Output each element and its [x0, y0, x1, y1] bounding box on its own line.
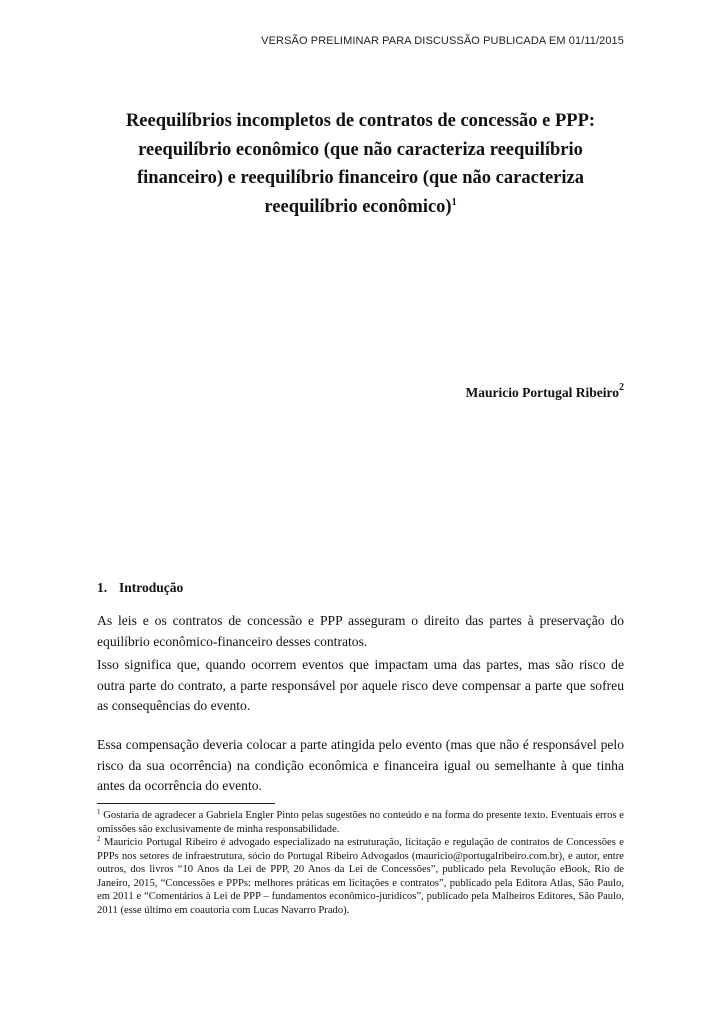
- footnote-marker: 2: [97, 835, 101, 843]
- section-heading: [97, 580, 183, 596]
- document-title: [97, 107, 624, 221]
- footnote-separator: [97, 803, 275, 804]
- footnotes: [97, 809, 624, 917]
- footnote-text: Mauricio Portugal Ribeiro é advogado especializado na estruturação, licitação e regulação de contratos de Concessões e PPPs nos setores de infraestrutura, sócio do Portugal Ribeiro Advogados (mauricio@portugalribeiro.com.br), e autor, entre outros, dos livros “10 Anos da Lei de PPP, 20 Anos da Lei de Concessões”, publicado pela Revolução eBook, Rio de Janeiro, 2015, “Concessões e PPPs: melhores práticas em licitações e contratos”, publicado pela Editora Atlas, São Paulo, em 2011 e “Comentários à Lei de PPP – fundamentos econômico-jurídicos”, publicado pela Malheiros Editores, São Paulo, 2011 (esse último em coautoria com Lucas Navarro Prado).: [97, 837, 624, 916]
- title-line-1: Reequilíbrios incompletos de contratos de concessão e PPP:: [125, 111, 596, 131]
- paragraph-3: Essa compensação deveria colocar a parte atingida pelo evento (mas que não é responsável pelo risco da sua ocorrência) na condição econômica e financeira igual ou semelhante à que tinha antes da ocorrência do evento.: [97, 737, 624, 793]
- title-line-2: reequilíbrio econômico (que não caracteriza reequilíbrio: [138, 139, 583, 160]
- footnote-text: Gostaria de agradecer a Gabriela Engler Pinto pelas sugestões no conteúdo e na forma do presente texto. Eventuais erros e omissões são exclusivamente de minha responsabilidade.: [97, 810, 624, 835]
- author-name: Mauricio Portugal Ribeiro: [465, 385, 619, 400]
- section-number: 1.: [97, 580, 108, 595]
- title-line-3: financeiro) e reequilíbrio financeiro (que não caracteriza: [137, 168, 584, 188]
- author-footnote-ref: 2: [619, 382, 624, 393]
- author-byline: [465, 382, 624, 401]
- paragraph-2: Isso significa que, quando ocorrem eventos que impactam uma das partes, mas são risco de outra parte do contrato, a parte responsável por aquele risco deve compensar a parte que sofreu as consequências do evento.: [97, 657, 624, 713]
- section-title: Introdução: [119, 580, 184, 595]
- footnote-marker: 1: [97, 808, 101, 816]
- title-footnote-ref: 1: [451, 196, 457, 208]
- footnote-2: [97, 836, 624, 917]
- footnote-1: [97, 809, 624, 836]
- title-line-4: reequilíbrio econômico): [264, 196, 452, 217]
- paragraph-1: As leis e os contratos de concessão e PPP asseguram o direito das partes à preservação do equilíbrio econômico-financeiro desses contratos.: [97, 613, 624, 649]
- running-header: VERSÃO PRELIMINAR PARA DISCUSSÃO PUBLICADA EM 01/11/2015: [261, 35, 624, 47]
